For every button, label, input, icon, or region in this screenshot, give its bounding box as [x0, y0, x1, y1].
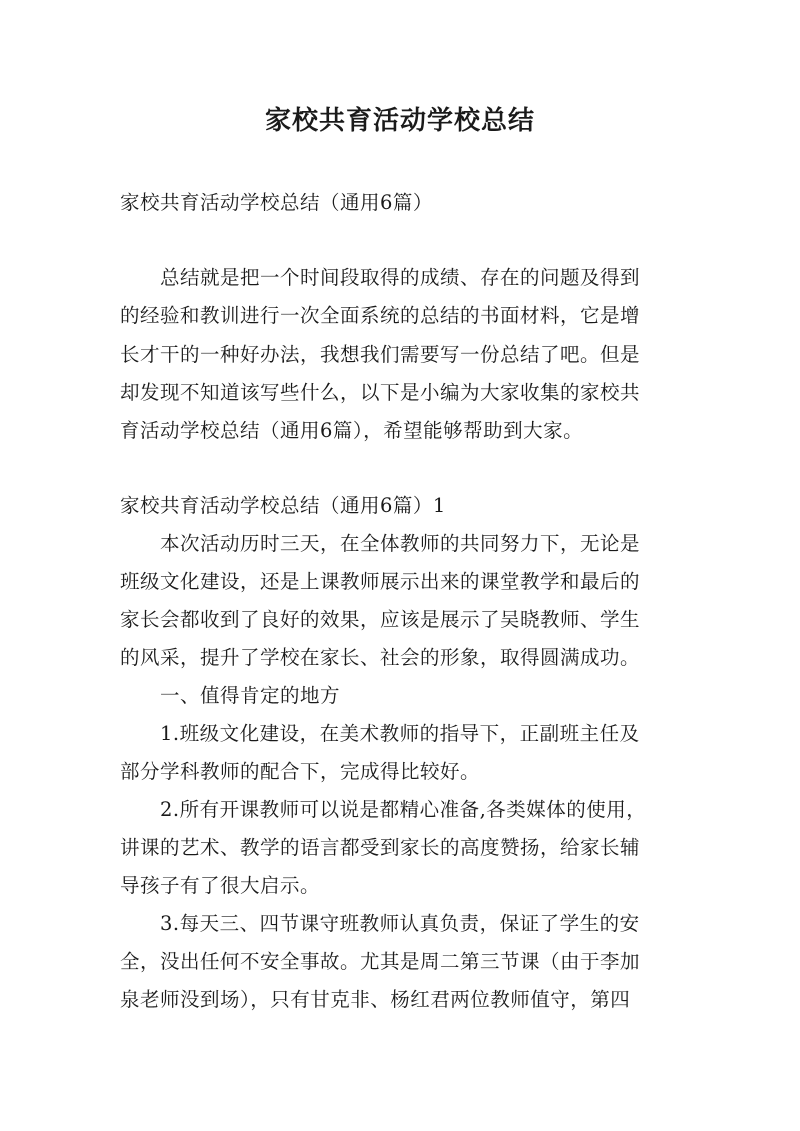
body-line: 的风采，提升了学校在家长、社会的形象，取得圆满成功。 [120, 646, 641, 669]
body-line: 全，没出任何不安全事故。尤其是周二第三节课（由于李加 [120, 950, 641, 973]
body-line: 班级文化建设，还是上课教师展示出来的课堂教学和最后的 [120, 570, 641, 593]
body-line: 讲课的艺术、教学的语言都受到家长的高度赞扬，给家长辅 [120, 836, 641, 859]
body-line: 导孩子有了很大启示。 [120, 874, 321, 897]
body-line: 本次活动历时三天，在全体教师的共同努力下，无论是 [120, 532, 641, 555]
body-line: 3.每天三、四节课守班教师认真负责，保证了学生的安 [120, 912, 640, 935]
intro-line: 却发现不知道该写些什么，以下是小编为大家收集的家校共 [120, 381, 641, 404]
body-line: 部分学科教师的配合下，完成得比较好。 [120, 760, 481, 783]
intro-line: 总结就是把一个时间段取得的成绩、存在的问题及得到 [120, 266, 641, 289]
document-subtitle: 家校共育活动学校总结（通用6篇） [120, 191, 433, 214]
document-title: 家校共育活动学校总结 [264, 106, 535, 136]
body-line: 1.班级文化建设，在美术教师的指导下，正副班主任及 [120, 722, 640, 745]
intro-line: 长才干的一种好办法，我想我们需要写一份总结了吧。但是 [120, 343, 641, 366]
body-line: 泉老师没到场），只有甘克非、杨红君两位教师值守，第四 [120, 988, 631, 1011]
section-heading: 家校共育活动学校总结（通用6篇）1 [120, 494, 446, 517]
body-line: 家长会都收到了良好的效果，应该是展示了吴晓教师、学生 [120, 608, 641, 631]
body-line: 2.所有开课教师可以说是都精心准备,各类媒体的使用， [120, 798, 647, 821]
subsection-heading: 一、值得肯定的地方 [120, 684, 341, 707]
intro-line: 育活动学校总结（通用6篇），希望能够帮助到大家。 [120, 419, 584, 442]
intro-line: 的经验和教训进行一次全面系统的总结的书面材料，它是增 [120, 304, 641, 327]
